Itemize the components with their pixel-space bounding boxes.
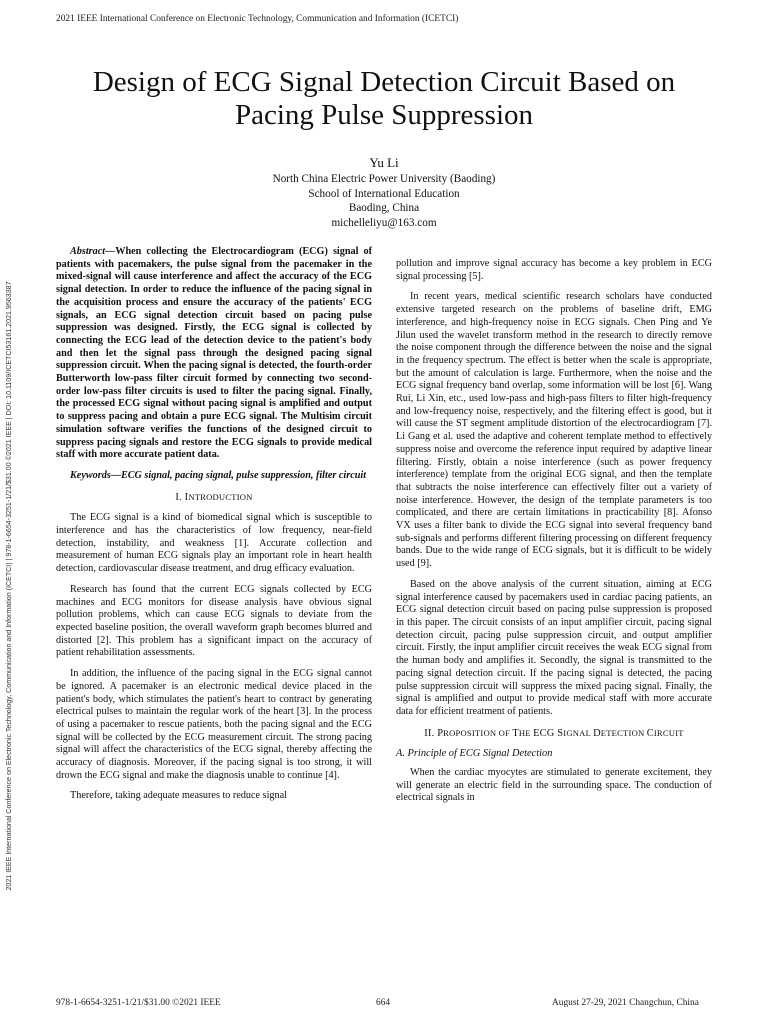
section-number: II. [424, 727, 438, 739]
section-title-part: ECG S [533, 727, 564, 739]
footer-isbn: 978-1-6654-3251-1/21/$31.00 ©2021 IEEE [56, 998, 221, 1008]
section-title-rest: IGNAL [563, 727, 594, 738]
section-initial: P [437, 727, 444, 739]
section-title-rest: HE [518, 727, 534, 738]
body-paragraph: When the cardiac myocytes are stimulated to generate excitement, they will generate an electric field in the surrounding space. The conduction of electrical signals in [396, 767, 712, 804]
abstract-label: Abstract— [70, 246, 116, 257]
paper-title: Design of ECG Signal Detection Circuit Based on Pacing Pulse Suppression [92, 66, 676, 131]
body-paragraph: The ECG signal is a kind of biomedical signal which is susceptible to interference and has the characteristics of low frequency, near-field detection, instability, and weakness [1]. Accurate collection and measurement of human ECG signals play an important role in heart health detection, cardiovascular disease treatment, and drug efficacy evaluation. [56, 512, 372, 575]
section-title-rest: ETECTION [600, 727, 647, 738]
author-block [56, 154, 712, 230]
section-number: I. [175, 491, 185, 503]
section-title-rest: IRCUIT [653, 727, 684, 738]
subsection-heading: A. Principle of ECG Signal Detection [396, 748, 553, 760]
author-email: michelleliyu@163.com [331, 216, 437, 229]
section-initial: D [593, 727, 601, 739]
conference-header: 2021 IEEE International Conference on Electronic Technology, Communication and Information (ICETCI) [56, 14, 459, 24]
section-heading-introduction [56, 491, 372, 505]
section-initial: T [512, 727, 519, 739]
keywords-label: Keywords— [70, 469, 121, 481]
body-paragraph: Therefore, taking adequate measures to reduce signal [70, 790, 287, 802]
section-initial: C [646, 727, 654, 739]
footer-date-place: August 27-29, 2021 Changchun, China [552, 998, 699, 1008]
section-initial: I [184, 491, 189, 503]
abstract-text: When collecting the Electrocardiogram (ECG) signal of patients with pacemakers, the pulse signal from the pacemaker in the mixed-signal will cause interference and affect the accuracy of the ECG signal detection. In order to reduce the influence of the pacing signal in the acquisition process and ensure the accuracy of the patients' ECG signals, an ECG signal detection circuit based on pacing pulse suppression was designed. Firstly, the ECG signal is collected by connecting the ECG lead of the detection device to the patient's body and then let the signal pass through the designed pacing signal suppression circuit. When the pacing signal is detected, the fourth-order Butterworth low-pass filter circuit formed by connecting two second-order low-pass filter circuits is used to filter the pacing signal. Finally, the processed ECG signal without pacing signal is amplified and output to suppress pacing and obtain a pure ECG signal. The Multisim circuit simulation software verifies the functions of the designed circuit to suppress pacing signals and restore the ECG signals to provide medical staff with more accurate patient data. [56, 246, 372, 461]
right-column [396, 258, 712, 813]
left-column [56, 246, 372, 811]
affiliation-line: Baoding, China [348, 202, 420, 215]
body-paragraph: Based on the above analysis of the current situation, aiming at ECG signal interference caused by pacemakers used in cardiac pacing patients, an ECG signal detection circuit based on pacing pulse suppression is proposed in this paper. The circuit consists of an input amplifier circuit, pacing signal detection circuit, pacing pulse suppression circuit, and output amplifier circuit. Firstly, the input amplifier circuit receives the weak ECG signal from the human body and amplifies it. Secondly, the signal is transmitted to the pacing signal detection circuit. If the pacing signal is detected, the pacing pulse suppression circuit will suppress the mixed pacing signal. Finally, the signal is amplified and output to provide medical staff with more accurate data for efficient treatment of patients. [396, 578, 712, 717]
doi-side-text: 2021 IEEE International Conference on Electronic Technology, Communication and Information (ICETCI) | 978-1-6654-3251-1/21/$31.00 ©2021 IEEE | DOI: 10.1109/ICETCI53161.2021.9563387 [5, 281, 13, 891]
abstract [56, 246, 372, 462]
page-number: 664 [376, 998, 391, 1008]
affiliation-line: School of International Education [308, 187, 460, 200]
doi-side-strip [1, 190, 17, 982]
section-heading-proposition [396, 727, 712, 741]
section-title-rest: ROPOSITION OF [443, 727, 513, 738]
author-name: Yu Li [369, 155, 399, 170]
keywords-text: ECG signal, pacing signal, pulse suppression, filter circuit [120, 469, 367, 481]
body-paragraph: In recent years, medical scientific research scholars have conducted extensive targeted research on the problems of baseline drift, EMG interference, and high-frequency noise in ECG signals. Chen Ping and Ye Jilun used the wavelet transform method in the research to directly remove the noise component through the difference between the noise and the signal in the frequency spectrum. The effect is better when the scale is appropriate, but the amount of calculation is large. Furthermore, when the noise and the ECG signal frequency band overlap, some information will be lost [6]. Wang Rui, Li Xin, etc., used low-pass and high-pass filters to filter high-frequency and low-frequency noise, respectively, and the filtering effect is good, but it will cause the ST segment amplitude distortion of the electrocardiogram [7]. Li Gang et al. used the adaptive and coherent template method to effectively suppress noise and overcome the reference input required by adaptive linear filtering. Firstly, obtain a noise interference (such as power frequency interference) template from the original ECG signal, and then the template that subtracts the noise interference can effectively filter out a variety of noise interference. However, the design of the template parameters is too complicated, and there are certain limitations in practicability [8]. Afonso VX uses a filter bank to divide the ECG signal into several frequency band sub-signals and performs different filtering processing on different frequency bands. Due to the wide range of ECG signals, but it is difficult to be widely used [9]. [396, 291, 712, 570]
affiliation-line: North China Electric Power University (Baoding) [272, 173, 496, 185]
keywords [56, 470, 372, 483]
body-paragraph: In addition, the influence of the pacing signal in the ECG signal cannot be ignored. A pacemaker is an electronic medical device placed in the patient's body, which stimulates the patient's heart to contract by generating electrical pulses to maintain the regular work of the heart [3]. In the process of using a pacemaker to rescue patients, both the pacing signal and the ECG signal will be collected by the ECG measurement circuit. The strong pacing signal will affect the characteristics of the ECG signal, thereby affecting the accuracy of diagnosis. Moreover, if the pacing signal is too strong, it will drown the ECG signal and make the diagnosis unable to continue [4]. [56, 668, 372, 781]
section-title-rest: NTRODUCTION [188, 491, 253, 502]
body-paragraph: pollution and improve signal accuracy has become a key problem in ECG signal processing [5]. [396, 258, 712, 282]
body-paragraph: Research has found that the current ECG signals collected by ECG machines and ECG monitors for disease analysis have obvious signal pollution problems, which can cause ECG signals to deviate from the expected baseline position, the overall waveform graph becomes blurred and distorted [2]. This problem has a significant impact on the accuracy of patient rehabilitation assessments. [56, 583, 372, 659]
